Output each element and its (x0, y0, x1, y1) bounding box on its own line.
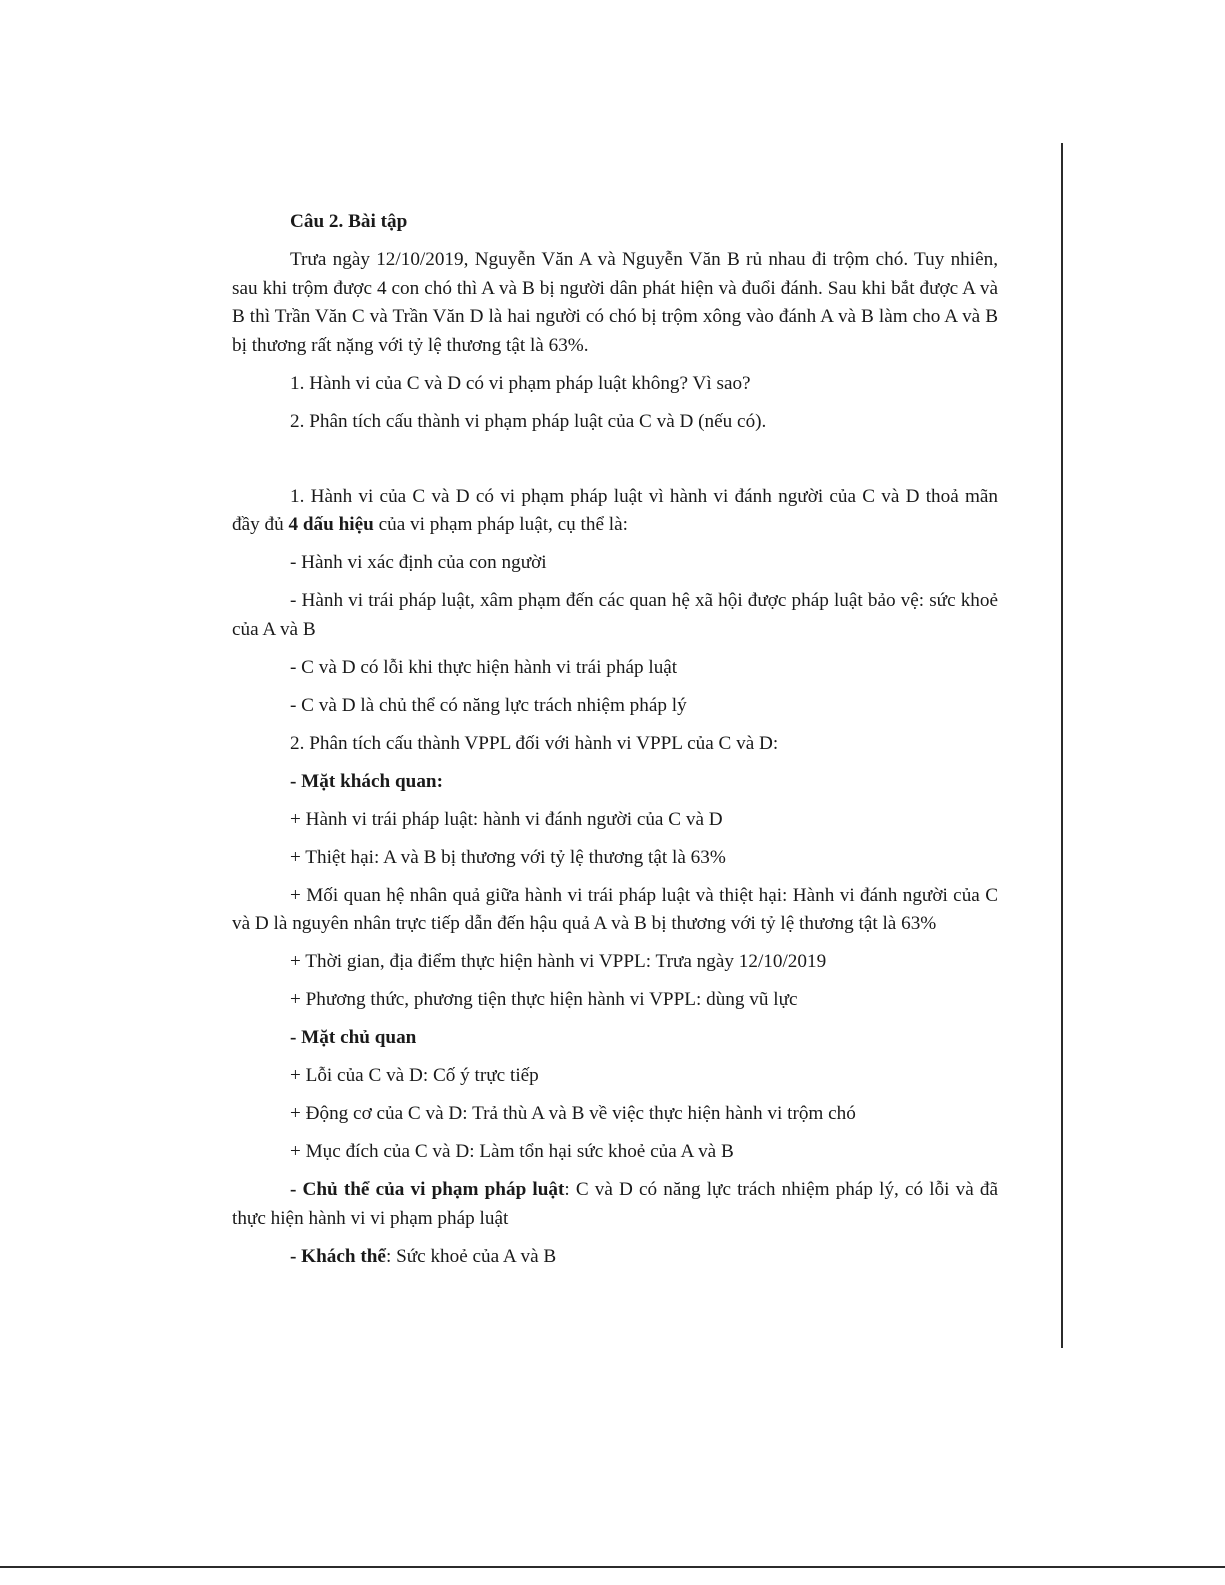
question-1: 1. Hành vi của C và D có vi phạm pháp luật không? Vì sao? (290, 372, 751, 394)
answer-1-bold-signs: 4 dấu hiệu (288, 514, 374, 535)
object-text: : Sức khoẻ của A và B (385, 1245, 557, 1267)
sign-item-1: - Hành vi xác định của con người (290, 552, 547, 573)
right-margin-rule (1061, 143, 1063, 1348)
object-label: - Khách thể (290, 1245, 386, 1267)
subject-paragraph (232, 1176, 998, 1233)
sign-item-2: - Hành vi trái pháp luật, xâm phạm đến các quan hệ xã hội được pháp luật bảo vệ: sức khoẻ của A và B (232, 590, 998, 640)
question-heading: Câu 2. Bài tập (290, 211, 408, 232)
objective-heading: - Mặt khách quan: (290, 770, 443, 792)
objective-item-4: + Thời gian, địa điểm thực hiện hành vi VPPL: Trưa ngày 12/10/2019 (290, 951, 827, 972)
scenario-paragraph: Trưa ngày 12/10/2019, Nguyễn Văn A và Nguyễn Văn B rủ nhau đi trộm chó. Tuy nhiên, sau khi trộm được 4 con chó thì A và B bị người dân phát hiện và đuổi đánh. Sau khi bắt được A và B thì Trần Văn C và Trần Văn D là hai người có chó bị trộm xông vào đánh A và B làm cho A và B bị thương rất nặng với tỷ lệ thương tật là 63%. (232, 249, 998, 356)
subjective-item-3: + Mục đích của C và D: Làm tổn hại sức khoẻ của A và B (290, 1141, 734, 1162)
sign-item-3: - C và D có lỗi khi thực hiện hành vi trái pháp luật (290, 656, 678, 678)
question-2: 2. Phân tích cấu thành vi phạm pháp luật của C và D (nếu có). (290, 410, 767, 432)
subject-text: : C và D có năng lực trách nhiệm pháp lý, có lỗi và đã thực hiện hành vi vi phạm pháp luật (232, 1179, 998, 1229)
sign-item-4: - C và D là chủ thể có năng lực trách nhiệm pháp lý (290, 694, 687, 716)
answer-1-paragraph (232, 483, 998, 540)
subject-label: - Chủ thể của vi phạm pháp luật (290, 1179, 565, 1200)
subjective-heading: - Mặt chủ quan (290, 1027, 417, 1048)
answer-2-intro: 2. Phân tích cấu thành VPPL đối với hành vi VPPL của C và D: (290, 732, 779, 754)
object-paragraph (232, 1243, 998, 1272)
objective-item-2: + Thiệt hại: A và B bị thương với tỷ lệ thương tật là 63% (290, 846, 726, 868)
objective-item-1: + Hành vi trái pháp luật: hành vi đánh người của C và D (290, 808, 723, 830)
answer-1-text-end: của vi phạm pháp luật, cụ thể là: (373, 514, 628, 535)
objective-item-5: + Phương thức, phương tiện thực hiện hành vi VPPL: dùng vũ lực (290, 989, 798, 1010)
bottom-page-rule (0, 1566, 1225, 1568)
document-body (232, 208, 998, 1281)
section-gap (232, 446, 998, 483)
subjective-item-1: + Lỗi của C và D: Cố ý trực tiếp (290, 1065, 539, 1086)
answer-1-text-start: 1. Hành vi của C và D có vi phạm pháp luật vì hành vi đánh người của C và D thoả mãn đầy đủ (232, 485, 998, 535)
objective-item-3: + Mối quan hệ nhân quả giữa hành vi trái pháp luật và thiệt hại: Hành vi đánh người của C và D là nguyên nhân trực tiếp dẫn đến hậu quả A và B bị thương với tỷ lệ thương tật là 63% (232, 884, 998, 934)
subjective-item-2: + Động cơ của C và D: Trả thù A và B về việc thực hiện hành vi trộm chó (290, 1103, 856, 1124)
